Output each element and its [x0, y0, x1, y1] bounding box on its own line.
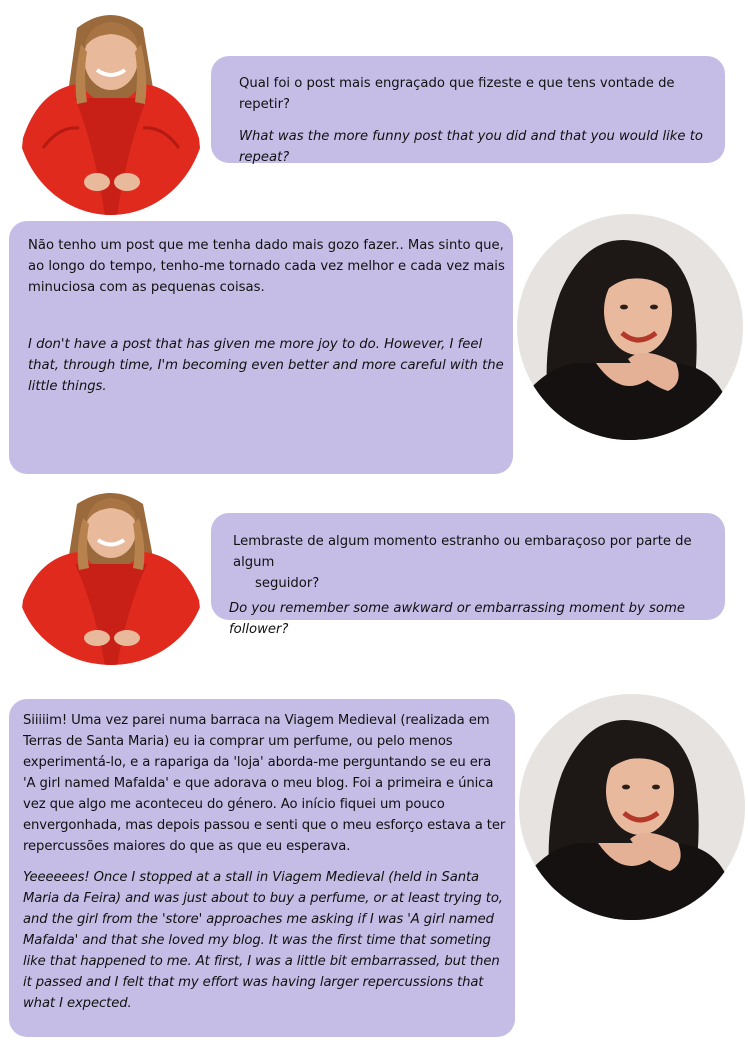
answer-bubble-1 — [9, 221, 513, 474]
interviewee-avatar-1 — [516, 213, 744, 441]
question-2-english: Do you remember some awkward or embarrassing moment by some follower? — [229, 601, 685, 637]
smiling-dark-haired-woman-photo-icon — [516, 213, 744, 441]
interviewer-avatar-1 — [15, 8, 207, 216]
question-1-english: What was the more funny post that you did and that you would like to repeat? — [239, 129, 703, 165]
question-2-portuguese-line-2: seguidor? — [255, 576, 320, 591]
answer-2-english: Yeeeeees! Once I stopped at a stall in Viagem Medieval (held in Santa Maria da Feira) and was just about to buy a perfume, or at least trying to, and the girl from the 'store' approaches me asking if I was 'A girl named Mafalda' and that she loved my blog. It was the first time that someting like that happened to me. At first, I was a little bit embarrassed, but then it passed and I felt that my effort was having larger repercussions that what I expected. — [23, 870, 503, 1011]
question-1-portuguese: Qual foi o post mais engraçado que fizeste e que tens vontade de repetir? — [239, 76, 675, 112]
answer-bubble-2 — [9, 699, 515, 1037]
woman-in-red-coat-photo-icon — [15, 486, 207, 666]
woman-in-red-coat-photo-icon — [15, 8, 207, 216]
question-2-portuguese-line-1: Lembraste de algum momento estranho ou embaraçoso por parte de algum — [233, 534, 692, 570]
interviewer-avatar-2 — [15, 486, 207, 666]
question-2-portuguese — [229, 531, 711, 594]
smiling-dark-haired-woman-photo-icon — [518, 693, 746, 921]
answer-1-english: I don't have a post that has given me more joy to do. However, I feel that, through time, I'm becoming even better and more careful with the little things. — [28, 337, 504, 394]
interviewee-avatar-2 — [518, 693, 746, 921]
question-bubble-1 — [211, 56, 725, 163]
question-bubble-2 — [211, 513, 725, 637]
answer-1-portuguese: Não tenho um post que me tenha dado mais gozo fazer.. Mas sinto que, ao longo do tempo, tenho-me tornado cada vez melhor e cada vez mais minuciosa com as pequenas coisas. — [28, 238, 505, 295]
answer-2-portuguese: Siiiiim! Uma vez parei numa barraca na Viagem Medieval (realizada em Terras de Santa Maria) eu ia comprar um perfume, ou pelo menos experimentá-lo, e a rapariga da 'loja' aborda-me perguntando se eu era 'A girl named Mafalda' e que adorava o meu blog. Foi a primeira e única vez que algo me aconteceu do género. Ao início fiquei um pouco envergonhada, mas depois passou e senti que o meu esforço estava a ter repercussões maiores do que as que eu esperava. — [23, 713, 506, 854]
